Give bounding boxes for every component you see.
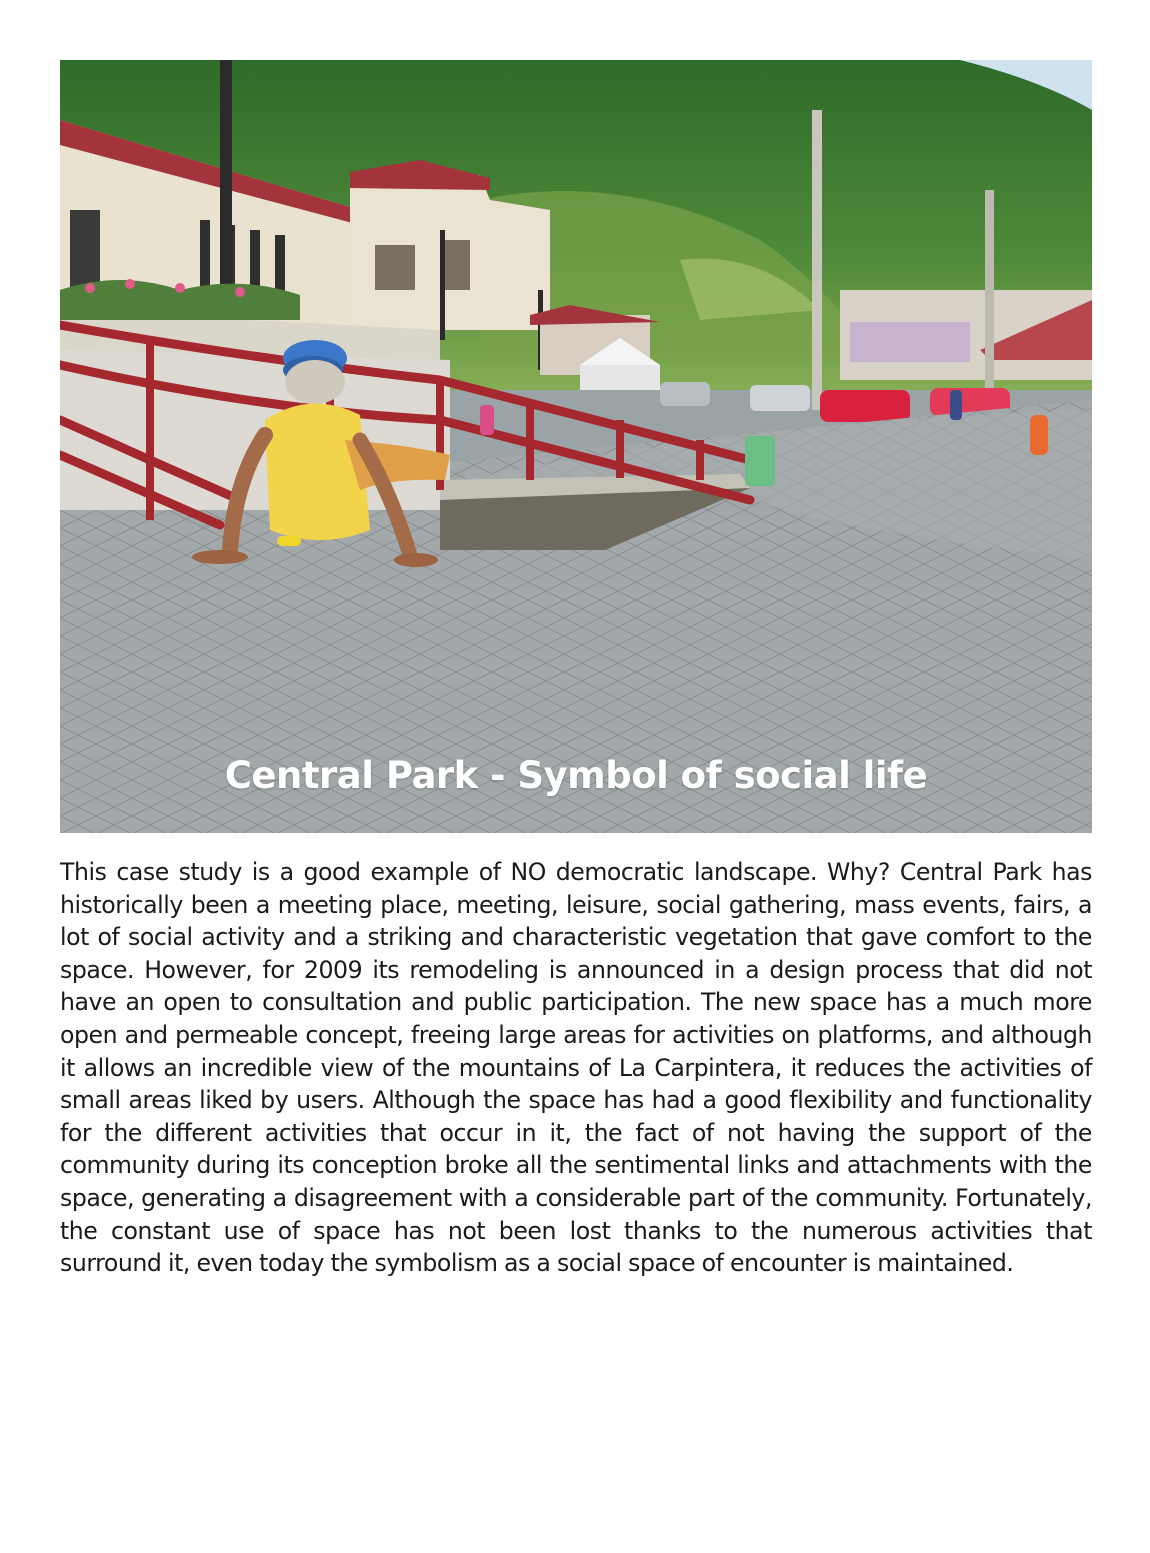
- article-paragraph: This case study is a good example of NO democratic landscape. Why? Central Park has historically been a meeting place, meeting, leisure, social gathering, mass events, fairs, a lot of social activity and a striking and characteristic vegetation that gave comfort to the space. However, for 2009 its remodeling is announced in a design process that did not have an open to consultation and public participation. The new space has a much more open and permeable concept, freeing large areas for activities on platforms, and although it allows an incredible view of the mountains of La Carpintera, it reduces the activities of small areas liked by users. Although the space has had a good flexibility and functionality for the different activities that occur in it, the fact of not having the support of the community during its conception broke all the sentimental links and attachments with the space, generating a disagreement with a considerable part of the community. Fortunately, the constant use of space has not been lost thanks to the numerous activities that surround it, even today the symbolism as a social space of encounter is maintained.: [60, 858, 1092, 1278]
- park-photo: [60, 60, 1092, 833]
- photo-caption: Central Park - Symbol of social life: [224, 754, 928, 797]
- park-photo-illustration: [60, 60, 1092, 833]
